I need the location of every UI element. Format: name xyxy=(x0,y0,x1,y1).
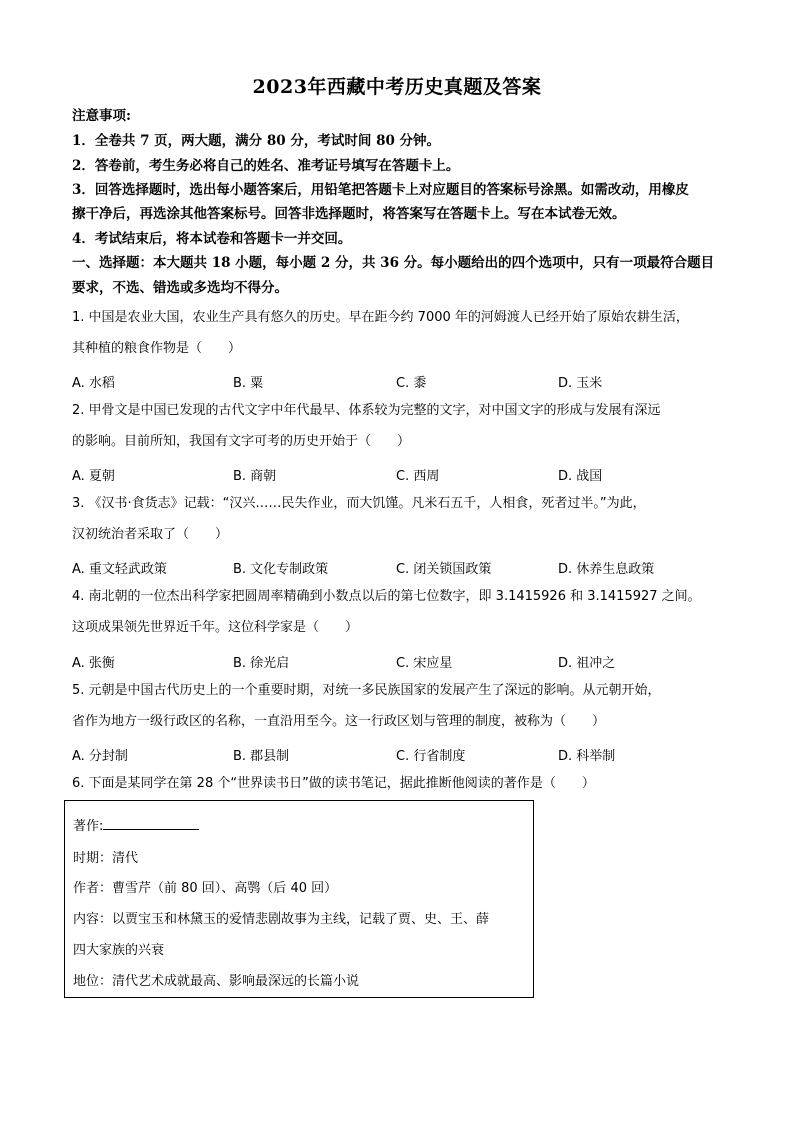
question-3-option-c: C. 闭关锁国政策 xyxy=(396,562,492,577)
question-3-text-cont: 汉初统治者采取了（ ） xyxy=(72,527,229,542)
question-5-option-b: B. 郡县制 xyxy=(233,749,290,764)
question-2-option-d: D. 战国 xyxy=(558,469,603,484)
question-5-option-d: D. 科举制 xyxy=(558,749,616,764)
notice-item: 4．考试结束后，将本试卷和答题卡一并交回。 xyxy=(72,231,352,247)
question-1-option-b: B. 粟 xyxy=(233,376,264,391)
question-1-text: 1. 中国是农业大国，农业生产具有悠久的历史。早在距今约 7000 年的河姆渡人已经开始了原始农耕生活， xyxy=(72,310,689,325)
page-title: 2023年西藏中考历史真题及答案 xyxy=(252,76,542,98)
question-4-text: 4. 南北朝的一位杰出科学家把圆周率精确到小数点以后的第七位数字，即 3.1415926 和 3.1415927 之间。 xyxy=(72,589,701,604)
question-3-option-a: A. 重文轻武政策 xyxy=(72,562,167,577)
section-heading: 一、选择题：本大题共 18 小题，每小题 2 分，共 36 分。每小题给出的四个选项中，只有一项最符合题目 xyxy=(72,255,715,271)
answer-blank xyxy=(103,817,199,830)
note-content-cont: 四大家族的兴衰 xyxy=(73,943,165,958)
question-1-option-a: A. 水稻 xyxy=(72,376,115,391)
section-heading-cont: 要求，不选、错选或多选均不得分。 xyxy=(72,280,288,296)
question-4-option-b: B. 徐光启 xyxy=(233,656,290,671)
question-2-text: 2. 甲骨文是中国已发现的古代文字中年代最早、体系较为完整的文字，对中国文字的形成与发展有深远 xyxy=(72,403,661,418)
question-3-option-b: B. 文化专制政策 xyxy=(233,562,329,577)
question-4-option-c: C. 宋应星 xyxy=(396,656,453,671)
notice-item: 1．全卷共 7 页，两大题，满分 80 分，考试时间 80 分钟。 xyxy=(72,133,441,149)
question-5-option-c: C. 行省制度 xyxy=(396,749,466,764)
note-status: 地位：清代艺术成就最高、影响最深远的长篇小说 xyxy=(73,974,360,989)
question-3-option-d: D. 休养生息政策 xyxy=(558,562,655,577)
note-period: 时期：清代 xyxy=(73,851,139,866)
question-2-option-c: C. 西周 xyxy=(396,469,440,484)
note-work-row xyxy=(73,815,199,834)
notice-item: 擦干净后，再选涂其他答案标号。回答非选择题时，将答案写在答题卡上。写在本试卷无效。 xyxy=(72,206,626,222)
question-2-option-b: B. 商朝 xyxy=(233,469,277,484)
notice-heading: 注意事项: xyxy=(72,108,131,124)
note-author: 作者：曹雪芹（前 80 回）、高鹗（后 40 回） xyxy=(73,881,338,896)
note-work-label: 著作: xyxy=(73,819,104,834)
question-1-option-c: C. 黍 xyxy=(396,376,427,391)
question-1-option-d: D. 玉米 xyxy=(558,376,603,391)
notice-item: 2．答卷前，考生务必将自己的姓名、准考证号填写在答题卡上。 xyxy=(72,158,460,174)
notice-item: 3．回答选择题时，选出每小题答案后，用铅笔把答题卡上对应题目的答案标号涂黑。如需改动，用橡皮 xyxy=(72,182,689,198)
question-5-text: 5. 元朝是中国古代历史上的一个重要时期，对统一多民族国家的发展产生了深远的影响。从元朝开始， xyxy=(72,683,661,698)
question-1-text-cont: 其种植的粮食作物是（ ） xyxy=(72,341,242,356)
question-4-option-a: A. 张衡 xyxy=(72,656,115,671)
question-2-text-cont: 的影响。目前所知，我国有文字可考的历史开始于（ ） xyxy=(72,434,411,449)
question-5-option-a: A. 分封制 xyxy=(72,749,128,764)
note-content: 内容：以贾宝玉和林黛玉的爱情悲剧故事为主线，记载了贾、史、王、薛 xyxy=(73,912,490,927)
question-4-text-cont: 这项成果领先世界近千年。这位科学家是（ ） xyxy=(72,620,359,635)
question-5-text-cont: 省作为地方一级行政区的名称，一直沿用至今。这一行政区划与管理的制度，被称为（ ） xyxy=(72,714,606,729)
question-3-text: 3. 《汉书·食货志》记载：“汉兴……民失作业，而大饥馑。凡米石五千，人相食，死者过半。”为此， xyxy=(72,496,646,511)
reading-note-box xyxy=(64,800,534,998)
question-6-text: 6. 下面是某同学在第 28 个“世界读书日”做的读书笔记，据此推断他阅读的著作是（ ） xyxy=(72,776,595,791)
question-2-option-a: A. 夏朝 xyxy=(72,469,115,484)
question-4-option-d: D. 祖冲之 xyxy=(558,656,616,671)
